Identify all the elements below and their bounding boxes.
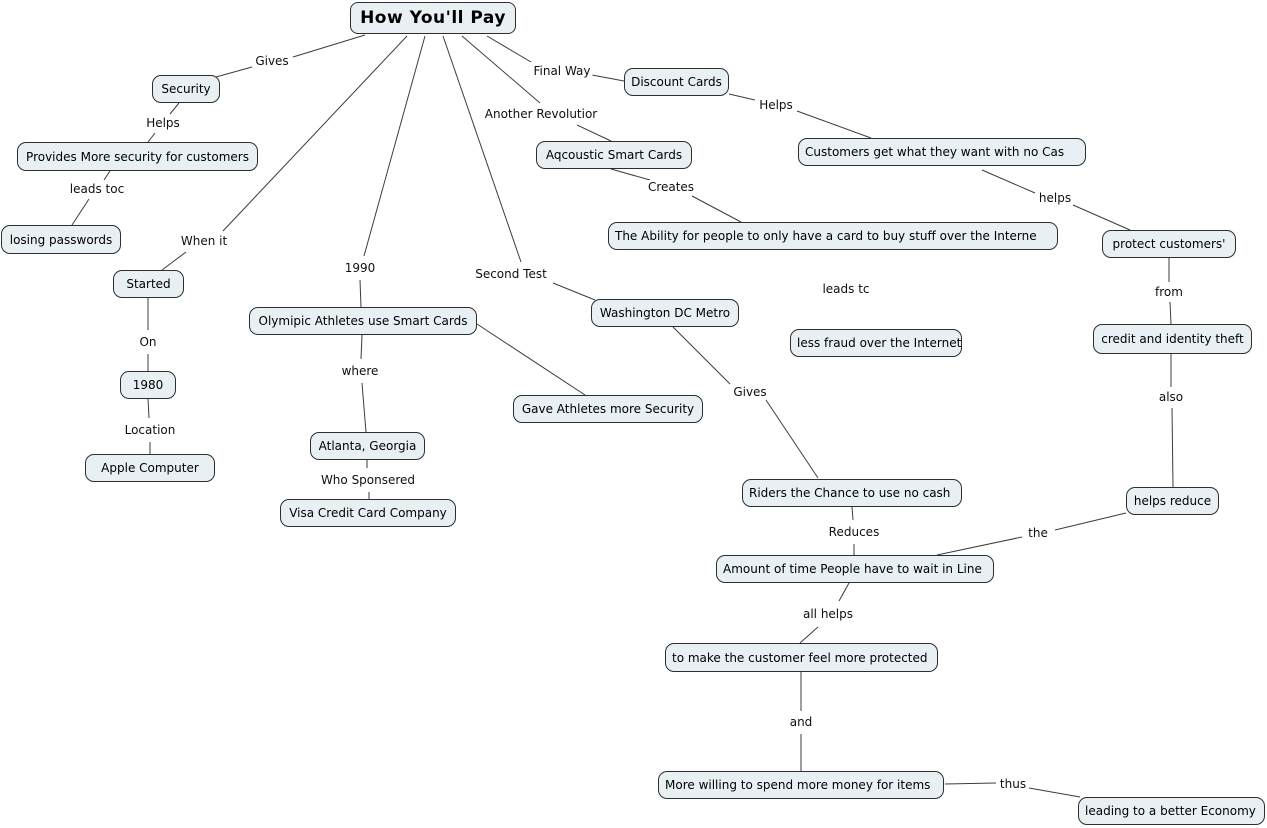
edge-label-label-1990[interactable]: 1990 xyxy=(344,261,376,275)
edge-line-how-youll-pay-to-washington-dc-metro xyxy=(443,36,521,262)
edge-label-gives-1[interactable]: Gives xyxy=(255,54,289,68)
edge-line-olymipic-athletes-smart-cards-to-atlanta-georgia xyxy=(361,335,362,359)
edge-label-the[interactable]: the xyxy=(1028,526,1048,540)
concept-node-riders-chance-no-cash[interactable]: Riders the Chance to use no cash xyxy=(742,479,962,507)
edge-line-amount-time-wait-line-to-customer-feel-protected xyxy=(800,627,818,643)
edge-line-discount-cards-to-customers-get-what-they-want xyxy=(729,94,755,100)
edge-line-more-willing-spend-to-leading-better-economy xyxy=(1029,788,1080,797)
edge-label-helps-2[interactable]: Helps xyxy=(759,98,793,112)
edge-line-more-willing-spend-to-leading-better-economy xyxy=(945,783,996,784)
concept-node-leading-better-economy[interactable]: leading to a better Economy xyxy=(1078,797,1265,825)
edge-label-leads-too[interactable]: leads toc xyxy=(69,182,125,196)
edge-label-gives-2[interactable]: Gives xyxy=(733,385,767,399)
edge-line-olymipic-athletes-smart-cards-to-atlanta-georgia xyxy=(362,383,366,432)
concept-node-customers-get-what-they-want[interactable]: Customers get what they want with no Cas xyxy=(798,138,1086,166)
concept-node-started[interactable]: Started xyxy=(113,270,184,298)
edge-label-from[interactable]: from xyxy=(1155,285,1183,299)
edge-label-who-sponsered[interactable]: Who Sponsered xyxy=(320,473,416,487)
edge-line-security-to-provides-more-security xyxy=(148,133,155,142)
edge-line-how-youll-pay-to-aqcoustic-smart-cards xyxy=(462,36,540,103)
edge-label-on[interactable]: On xyxy=(139,335,157,349)
edge-label-reduces[interactable]: Reduces xyxy=(828,525,880,539)
edge-label-helps-3[interactable]: helps xyxy=(1038,191,1072,205)
edge-line-washington-dc-metro-to-riders-chance-no-cash xyxy=(766,400,818,478)
concept-node-provides-more-security[interactable]: Provides More security for customers xyxy=(17,142,258,171)
edge-line-washington-dc-metro-to-riders-chance-no-cash xyxy=(673,327,730,384)
edge-line-olymipic-athletes-smart-cards-to-gave-athletes-more-security xyxy=(477,324,585,395)
edge-line-discount-cards-to-customers-get-what-they-want xyxy=(797,111,871,138)
concept-node-less-fraud-internet[interactable]: less fraud over the Internet xyxy=(790,329,962,357)
concept-node-year-1980[interactable]: 1980 xyxy=(120,371,176,399)
edge-line-helps-reduce-to-amount-time-wait-line xyxy=(1055,513,1126,530)
edge-label-and[interactable]: and xyxy=(789,715,813,729)
edge-line-security-to-provides-more-security xyxy=(170,103,179,114)
edge-line-how-youll-pay-to-security xyxy=(216,67,252,77)
edge-line-customers-get-what-they-want-to-protect-customers xyxy=(1073,205,1130,230)
edge-line-how-youll-pay-to-aqcoustic-smart-cards xyxy=(577,125,611,141)
concept-node-aqcoustic-smart-cards[interactable]: Aqcoustic Smart Cards xyxy=(536,141,692,169)
edge-label-also[interactable]: also xyxy=(1158,390,1184,404)
concept-node-credit-identity-theft[interactable]: credit and identity theft xyxy=(1093,324,1252,354)
edge-line-year-1980-to-apple-computer xyxy=(148,399,149,418)
concept-node-how-youll-pay[interactable]: How You'll Pay xyxy=(350,2,516,34)
edge-label-leads-to[interactable]: leads tc xyxy=(822,282,870,296)
concept-node-more-willing-spend[interactable]: More willing to spend more money for items xyxy=(658,771,944,799)
edge-line-how-youll-pay-to-started xyxy=(162,252,186,270)
edge-label-thus[interactable]: thus xyxy=(999,777,1027,791)
edge-line-provides-more-security-to-losing-passwords xyxy=(104,171,110,180)
concept-node-atlanta-georgia[interactable]: Atlanta, Georgia xyxy=(310,432,425,460)
edge-line-credit-identity-theft-to-helps-reduce xyxy=(1172,408,1173,487)
edge-line-helps-reduce-to-amount-time-wait-line xyxy=(937,537,1022,555)
edge-label-where[interactable]: where xyxy=(341,364,379,378)
edge-label-final-way[interactable]: Final Way xyxy=(533,64,591,78)
concept-node-olymipic-athletes-smart-cards[interactable]: Olymipic Athletes use Smart Cards xyxy=(249,307,477,335)
concept-node-washington-dc-metro[interactable]: Washington DC Metro xyxy=(591,299,739,327)
edge-line-how-youll-pay-to-security xyxy=(293,35,365,57)
concept-node-customer-feel-protected[interactable]: to make the customer feel more protected xyxy=(665,643,938,672)
concept-node-protect-customers[interactable]: protect customers' xyxy=(1102,230,1236,258)
edge-label-all-helps[interactable]: all helps xyxy=(802,607,854,621)
edge-line-aqcoustic-smart-cards-to-ability-card-over-internet xyxy=(692,196,741,222)
concept-node-apple-computer[interactable]: Apple Computer xyxy=(85,454,215,482)
edge-line-how-youll-pay-to-olymipic-athletes-smart-cards xyxy=(364,36,425,256)
concept-node-ability-card-over-internet[interactable]: The Ability for people to only have a card to buy stuff over the Interne xyxy=(608,222,1058,250)
edge-label-when-it[interactable]: When it xyxy=(180,234,228,248)
edge-line-amount-time-wait-line-to-customer-feel-protected xyxy=(839,583,849,601)
edge-line-customers-get-what-they-want-to-protect-customers xyxy=(982,170,1035,193)
edge-line-provides-more-security-to-losing-passwords xyxy=(72,199,89,225)
concept-node-amount-time-wait-line[interactable]: Amount of time People have to wait in Line xyxy=(716,555,994,583)
edge-line-how-youll-pay-to-olymipic-athletes-smart-cards xyxy=(360,280,361,307)
concept-node-losing-passwords[interactable]: losing passwords xyxy=(1,225,121,254)
concept-node-security[interactable]: Security xyxy=(152,75,220,103)
edge-line-protect-customers-to-credit-identity-theft xyxy=(1170,302,1171,324)
edge-line-how-youll-pay-to-washington-dc-metro xyxy=(553,283,595,300)
edge-line-riders-chance-no-cash-to-amount-time-wait-line xyxy=(852,507,853,520)
concept-node-gave-athletes-more-security[interactable]: Gave Athletes more Security xyxy=(513,395,703,423)
edge-label-another-revolution[interactable]: Another Revolutior xyxy=(484,107,598,121)
concept-node-helps-reduce[interactable]: helps reduce xyxy=(1126,487,1219,515)
edge-line-how-youll-pay-to-discount-cards xyxy=(592,75,624,81)
edge-label-creates[interactable]: Creates xyxy=(647,180,695,194)
concept-node-discount-cards[interactable]: Discount Cards xyxy=(624,68,729,96)
edge-label-second-test[interactable]: Second Test xyxy=(475,267,547,281)
edge-label-location[interactable]: Location xyxy=(124,423,176,437)
edge-line-how-youll-pay-to-discount-cards xyxy=(487,36,531,62)
concept-node-visa-credit-card-company[interactable]: Visa Credit Card Company xyxy=(280,499,456,527)
edge-label-helps-1[interactable]: Helps xyxy=(146,116,180,130)
edge-line-aqcoustic-smart-cards-to-ability-card-over-internet xyxy=(611,169,650,180)
